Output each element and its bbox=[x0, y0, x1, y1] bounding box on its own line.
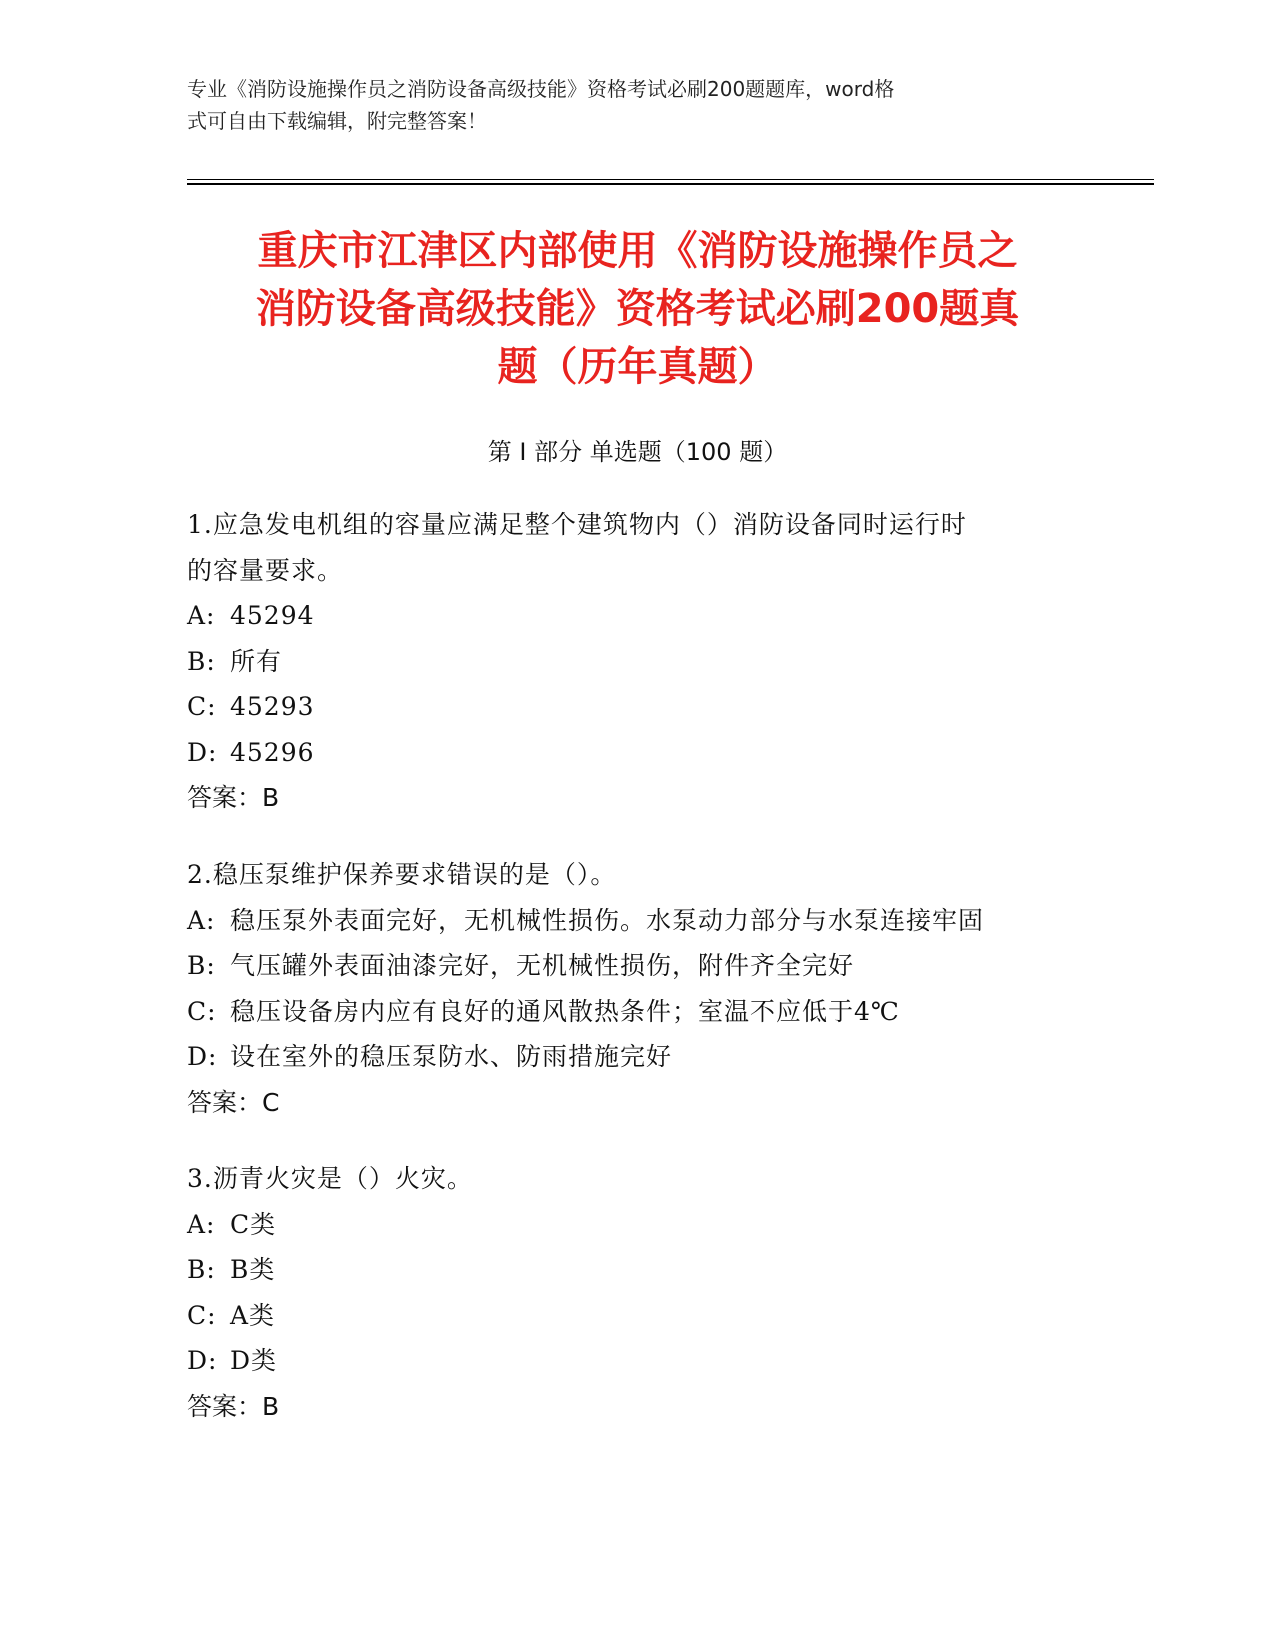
option-text: 设在室外的稳压泵防水、防雨措施完好 bbox=[230, 1042, 673, 1071]
option-key: B: bbox=[187, 951, 216, 980]
answer: 答案：C bbox=[187, 1087, 280, 1117]
option-text: 所有 bbox=[230, 646, 283, 676]
option-key: C: bbox=[187, 996, 217, 1026]
option-key: D: bbox=[187, 737, 218, 767]
option-text: 45296 bbox=[230, 737, 315, 767]
option-c bbox=[187, 989, 1087, 1035]
header-note-line-1: 专业《消防设施操作员之消防设备高级技能》资格考试必刷200题题库，word格 bbox=[187, 77, 895, 101]
option-text: A类 bbox=[230, 1300, 276, 1330]
option-text: 稳压设备房内应有良好的通风散热条件；室温不应低于4℃ bbox=[230, 996, 900, 1026]
header-divider-thick bbox=[187, 183, 1154, 185]
option-key: A: bbox=[187, 601, 216, 630]
option-key: D: bbox=[187, 1042, 218, 1071]
option-d bbox=[187, 730, 1087, 776]
option-b bbox=[187, 639, 1087, 685]
option-key: C: bbox=[187, 692, 217, 721]
question-2 bbox=[187, 852, 1087, 1125]
option-text: B类 bbox=[230, 1255, 276, 1284]
header-note-line-2: 式可自由下载编辑，附完整答案！ bbox=[187, 109, 487, 133]
question-stem-line: 的容量要求。 bbox=[187, 555, 344, 585]
option-key: B: bbox=[187, 646, 216, 676]
option-key: B: bbox=[187, 1255, 216, 1284]
option-text: 稳压泵外表面完好，无机械性损伤。水泵动力部分与水泵连接牢固 bbox=[230, 905, 985, 935]
option-c bbox=[187, 684, 1087, 730]
question-stem-line: 1.应急发电机组的容量应满足整个建筑物内（）消防设备同时运行时 bbox=[187, 510, 967, 539]
option-text: D类 bbox=[230, 1346, 278, 1375]
option-key: C: bbox=[187, 1300, 217, 1330]
option-key: D: bbox=[187, 1346, 218, 1375]
option-key: A: bbox=[187, 1209, 216, 1239]
title-line-3: 题（历年真题） bbox=[497, 344, 778, 390]
question-stem-line: 3.沥青火灾是（）火灾。 bbox=[187, 1164, 473, 1193]
answer: 答案：B bbox=[187, 1391, 280, 1421]
answer: 答案：B bbox=[187, 783, 280, 812]
question-3 bbox=[187, 1156, 1087, 1429]
option-a bbox=[187, 898, 1087, 944]
question-stem-line: 2.稳压泵维护保养要求错误的是（）。 bbox=[187, 860, 617, 889]
option-text: 45293 bbox=[230, 692, 315, 721]
option-text: 45294 bbox=[230, 601, 315, 630]
question-1 bbox=[187, 502, 1087, 821]
option-text: C类 bbox=[230, 1209, 277, 1239]
option-text: 气压罐外表面油漆完好，无机械性损伤，附件齐全完好 bbox=[230, 951, 855, 980]
title-line-1: 重庆市江津区内部使用《消防设施操作员之 bbox=[257, 228, 1018, 274]
option-d bbox=[187, 1338, 1087, 1384]
option-b bbox=[187, 943, 1087, 989]
option-c bbox=[187, 1293, 1087, 1339]
header-note bbox=[187, 73, 1067, 137]
option-a bbox=[187, 1202, 1087, 1248]
section-heading: 第 I 部分 单选题（100 题） bbox=[487, 438, 788, 466]
option-a bbox=[187, 593, 1087, 639]
title-line-2: 消防设备高级技能》资格考试必刷200题真 bbox=[255, 286, 1020, 332]
header-divider-thin bbox=[187, 179, 1154, 180]
document-title bbox=[150, 222, 1125, 396]
option-b bbox=[187, 1247, 1087, 1293]
option-d bbox=[187, 1034, 1087, 1080]
option-key: A: bbox=[187, 905, 216, 935]
